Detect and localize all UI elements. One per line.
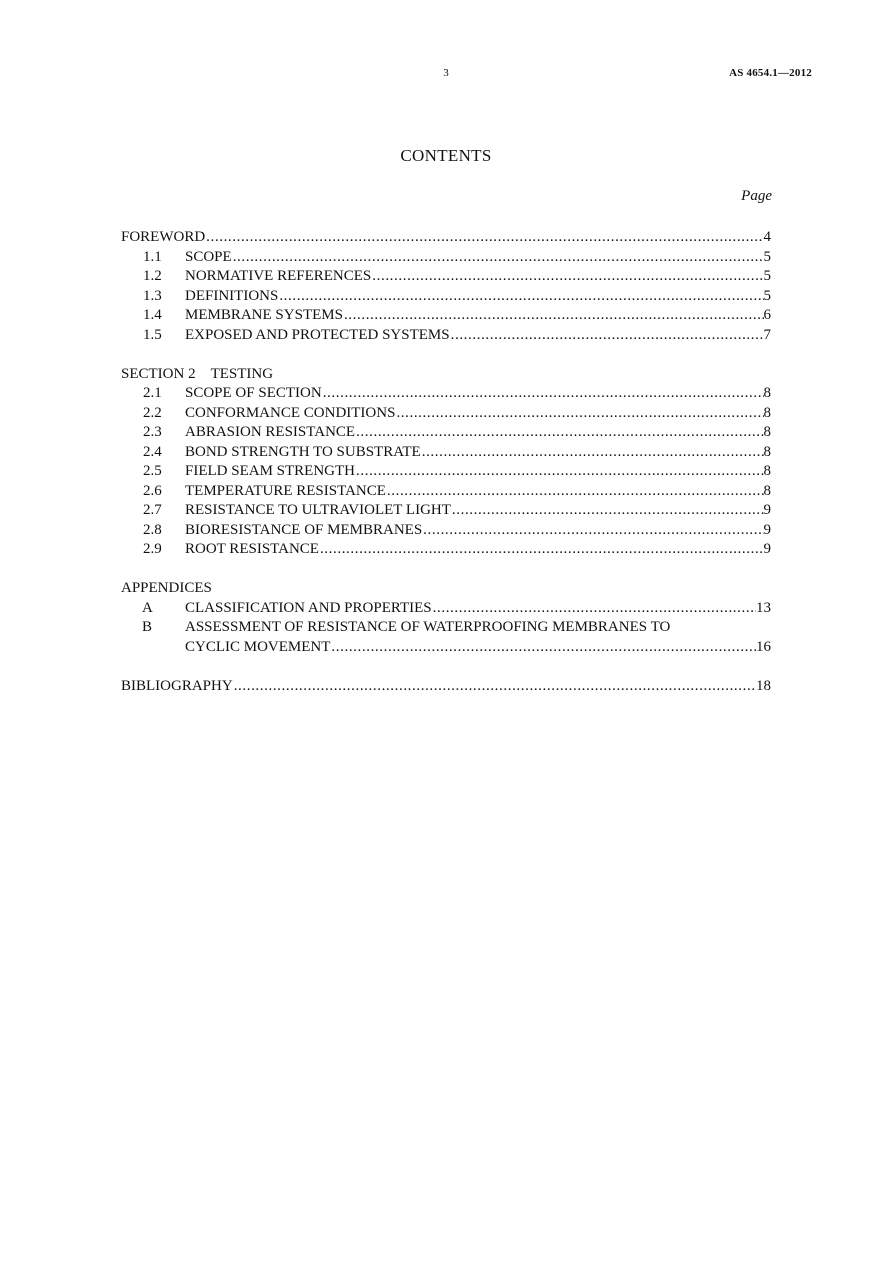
contents-title: CONTENTS	[400, 146, 492, 165]
toc-entry-page: 18	[756, 677, 771, 694]
toc-entry-number: 2.8	[143, 521, 162, 538]
toc-entry-appendix-b[interactable]	[121, 618, 771, 638]
toc-entry[interactable]	[121, 248, 771, 268]
dot-leader	[343, 306, 764, 326]
toc-entry-title: FOREWORD	[121, 229, 206, 245]
page-number: 3	[443, 67, 449, 79]
toc-entry-title: NORMATIVE REFERENCES	[185, 268, 372, 284]
toc-entry-number: 2.9	[143, 541, 162, 557]
toc-entry-page: 16	[756, 638, 771, 655]
toc-entry-title: CLASSIFICATION AND PROPERTIES	[185, 599, 432, 616]
toc-entry-title: TEMPERATURE RESISTANCE	[185, 482, 386, 499]
toc-entry-title: SCOPE OF SECTION	[185, 385, 322, 401]
dot-leader	[432, 599, 756, 619]
toc-entry[interactable]	[121, 326, 771, 346]
toc-entry-title: BIBLIOGRAPHY	[121, 677, 233, 694]
toc-entry-title: FIELD SEAM STRENGTH	[185, 463, 356, 479]
toc-entry-page: 9	[763, 541, 771, 557]
toc-entry-page: 7	[763, 326, 771, 343]
toc-entry-number: 2.1	[143, 385, 162, 401]
spacer	[121, 345, 771, 365]
toc-entry-title: MEMBRANE SYSTEMS	[185, 307, 343, 323]
toc-entry[interactable]	[121, 462, 771, 482]
toc-entry-page: 8	[763, 424, 771, 440]
dot-leader	[421, 443, 764, 463]
toc-entry-number: 2.5	[143, 463, 162, 479]
dot-leader	[355, 462, 763, 482]
toc-entry-page: 9	[763, 521, 771, 538]
toc-entry-number: 1.1	[143, 248, 162, 265]
page-column-label: Page	[741, 188, 772, 204]
toc-entry[interactable]	[121, 521, 771, 541]
toc-entry-title: ABRASION RESISTANCE	[185, 424, 356, 440]
dot-leader	[330, 638, 756, 658]
toc-entry[interactable]	[121, 287, 771, 307]
toc-entry-number: 1.4	[143, 307, 162, 323]
toc-entry-title: BOND STRENGTH TO SUBSTRATE	[185, 443, 421, 460]
toc-entry-number: 2.3	[143, 424, 162, 440]
toc-entry[interactable]	[121, 267, 771, 287]
spacer	[121, 657, 771, 677]
toc-entry-number: B	[142, 619, 153, 635]
toc-entry-number: 1.2	[143, 268, 162, 284]
toc-entry-foreword[interactable]	[121, 228, 771, 248]
toc-entry-page: 13	[756, 599, 771, 616]
toc-entry-title: SCOPE	[185, 248, 232, 265]
toc-entry-title: ROOT RESISTANCE	[185, 541, 319, 557]
toc-entry-page: 5	[763, 248, 771, 265]
toc-entry-number: 2.4	[143, 443, 162, 460]
toc-entry-page: 9	[763, 502, 771, 518]
toc-entry-number: 2.6	[143, 482, 162, 499]
toc-entry[interactable]	[121, 482, 771, 502]
toc-entry-page: 6	[763, 307, 771, 323]
toc-entry[interactable]	[121, 501, 771, 521]
toc-entry-page: 8	[763, 404, 771, 421]
dot-leader	[355, 423, 763, 443]
toc-entry[interactable]	[121, 443, 771, 463]
toc-entry-title: EXPOSED AND PROTECTED SYSTEMS	[185, 326, 450, 343]
appendices-heading[interactable]: APPENDICES	[121, 580, 212, 596]
dot-leader	[232, 248, 764, 268]
dot-leader	[278, 287, 763, 307]
dot-leader	[205, 228, 763, 248]
spacer	[121, 560, 771, 580]
dot-leader	[371, 267, 763, 287]
toc-entry[interactable]	[121, 540, 771, 560]
toc-entry-page: 4	[763, 229, 771, 245]
dot-leader	[322, 384, 764, 404]
toc-entry-title: BIORESISTANCE OF MEMBRANES	[185, 521, 423, 538]
toc-entry-page: 8	[763, 482, 771, 499]
dot-leader	[319, 540, 764, 560]
toc-entry-appendix-a[interactable]	[121, 599, 771, 619]
section-2-heading[interactable]: SECTION 2 TESTING	[121, 365, 274, 382]
toc-entry-title: RESISTANCE TO ULTRAVIOLET LIGHT	[185, 502, 451, 518]
toc-entry-number: 1.3	[143, 287, 162, 304]
toc-entry-page: 8	[763, 385, 771, 401]
table-of-contents	[121, 228, 771, 696]
toc-entry-title: DEFINITIONS	[185, 287, 279, 304]
dot-leader	[386, 482, 764, 502]
toc-entry-page: 5	[763, 287, 771, 304]
toc-entry-bibliography[interactable]	[121, 677, 771, 697]
toc-entry-number: 1.5	[143, 326, 162, 343]
toc-entry-number: 2.2	[143, 404, 162, 421]
dot-leader	[450, 326, 764, 346]
toc-entry-page: 5	[763, 268, 771, 284]
dot-leader	[422, 521, 763, 541]
toc-entry-title-continued: CYCLIC MOVEMENT	[185, 638, 331, 655]
toc-entry[interactable]	[121, 384, 771, 404]
dot-leader	[395, 404, 763, 424]
toc-entry-title: ASSESSMENT OF RESISTANCE OF WATERPROOFING MEMBRANES TO	[185, 619, 671, 635]
standard-id: AS 4654.1—2012	[729, 67, 812, 79]
toc-entry-appendix-b-continued[interactable]	[121, 638, 771, 658]
toc-entry-number: 2.7	[143, 502, 162, 518]
toc-entry-number: A	[142, 599, 153, 616]
toc-entry[interactable]	[121, 423, 771, 443]
dot-leader	[451, 501, 764, 521]
toc-entry[interactable]	[121, 306, 771, 326]
toc-entry-title: CONFORMANCE CONDITIONS	[185, 404, 396, 421]
toc-entry-page: 8	[763, 443, 771, 460]
toc-entry-page: 8	[763, 463, 771, 479]
dot-leader	[233, 677, 756, 697]
toc-entry[interactable]	[121, 404, 771, 424]
